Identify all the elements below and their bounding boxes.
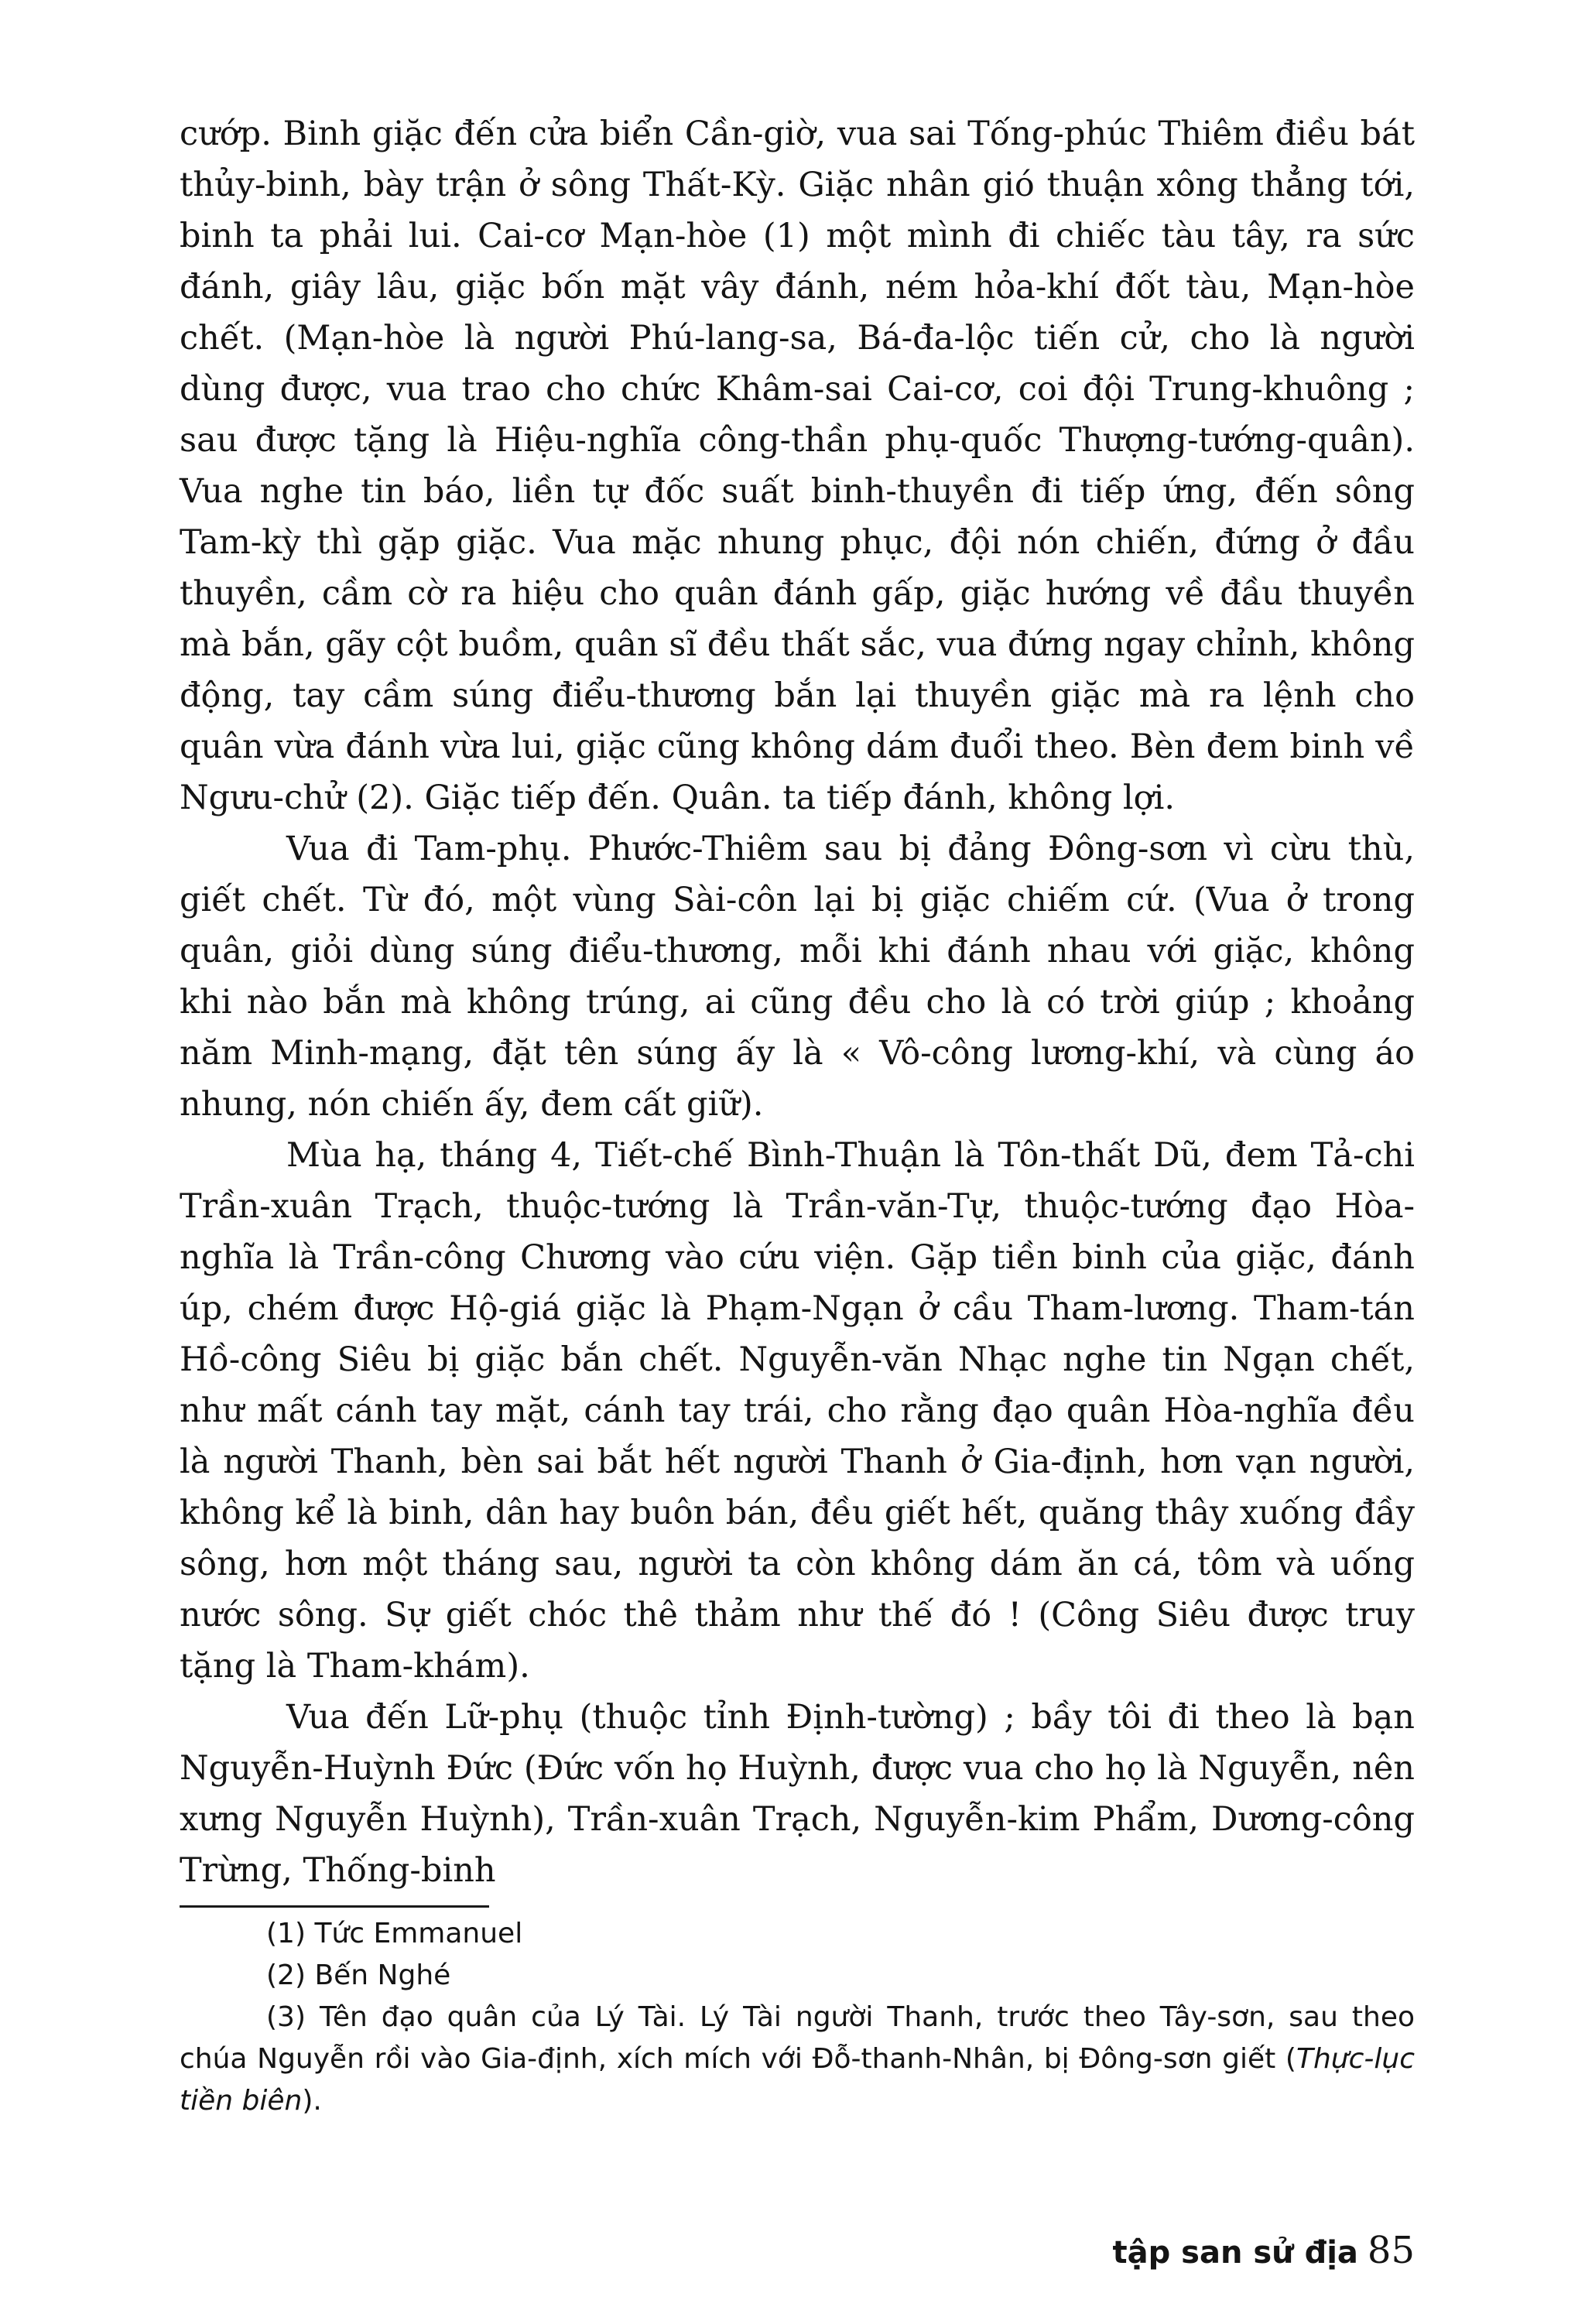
journal-name: tập san sử địa	[1112, 2235, 1358, 2271]
footnote-3	[180, 1997, 1415, 2122]
footnotes	[180, 1913, 1415, 2122]
page-footer	[1113, 2229, 1416, 2274]
footnote-1: (1) Tức Emmanuel	[266, 1918, 523, 1949]
paragraph-1: cướp. Binh giặc đến cửa biển Cần-giờ, vua sai Tống-phúc Thiêm điều bát thủy-binh, bày trận ở sông Thất-Kỳ. Giặc nhân gió thuận xông thẳng tới, binh ta phải lui. Cai-cơ Mạn-hòe (1) một mình đi chiếc tàu tây, ra sức đánh, giây lâu, giặc bốn mặt vây đánh, ném hỏa-khí đốt tàu, Mạn-hòe chết. (Mạn-hòe là người Phú-lang-sa, Bá-đa-lộc tiến cử, cho là người dùng được, vua trao cho chức Khâm-sai Cai-cơ, coi đội Trung-khuông ; sau được tặng là Hiệu-nghĩa công-thần phụ-quốc Thượng-tướng-quân). Vua nghe tin báo, liền tự đốc suất binh-thuyền đi tiếp ứng, đến sông Tam-kỳ thì gặp giặc. Vua mặc nhung phục, đội nón chiến, đứng ở đầu thuyền, cầm cờ ra hiệu cho quân đánh gấp, giặc hướng về đầu thuyền mà bắn, gãy cột buồm, quân sĩ đều thất sắc, vua đứng ngay chỉnh, không động, tay cầm súng điểu-thương bắn lại thuyền giặc mà ra lệnh cho quân vừa đánh vừa lui, giặc cũng không dám đuổi theo. Bèn đem binh về Ngưu-chử (2). Giặc tiếp đến. Quân. ta tiếp đánh, không lợi.	[180, 115, 1415, 817]
paragraph-3: Mùa hạ, tháng 4, Tiết-chế Bình-Thuận là Tôn-thất Dũ, đem Tả-chi Trần-xuân Trạch, thuộc-tướng là Trần-văn-Tự, thuộc-tướng đạo Hòa-nghĩa là Trần-công Chương vào cứu viện. Gặp tiền binh của giặc, đánh úp, chém được Hộ-giá giặc là Phạm-Ngạn ở cầu Tham-lương. Tham-tán Hồ-công Siêu bị giặc bắn chết. Nguyễn-văn Nhạc nghe tin Ngạn chết, như mất cánh tay mặt, cánh tay trái, cho rằng đạo quân Hòa-nghĩa đều là người Thanh, bèn sai bắt hết người Thanh ở Gia-định, hơn vạn người, không kể là binh, dân hay buôn bán, đều giết hết, quăng thây xuống đầy sông, hơn một tháng sau, người ta còn không dám ăn cá, tôm và uống nước sông. Sự giết chóc thê thảm như thế đó ! (Công Siêu được truy tặng là Tham-khám).	[180, 1136, 1415, 1686]
paragraph-2: Vua đi Tam-phụ. Phước-Thiêm sau bị đảng Đông-sơn vì cừu thù, giết chết. Từ đó, một vùng Sài-côn lại bị giặc chiếm cứ. (Vua ở trong quân, giỏi dùng súng điểu-thương, mỗi khi đánh nhau với giặc, không khi nào bắn mà không trúng, ai cũng đều cho là có trời giúp ; khoảng năm Minh-mạng, đặt tên súng ấy là « Vô-công lương-khí, và cùng áo nhung, nón chiến ấy, đem cất giữ).	[180, 830, 1415, 1124]
page-number: 85	[1367, 2229, 1415, 2272]
footnote-separator	[180, 1905, 489, 1908]
footnote-3-end: ).	[302, 2085, 322, 2117]
footnote-3-text: (3) Tên đạo quân của Lý Tài. Lý Tài người Thanh, trước theo Tây-sơn, sau theo chúa Nguyễn rồi vào Gia-định, xích mích với Đỗ-thanh-Nhân, bị Đông-sơn giết (	[180, 2001, 1415, 2075]
footnote-2: (2) Bến Nghé	[266, 1959, 451, 1991]
footnote-3-source: Thực-lục tiền biên	[180, 2043, 1415, 2117]
main-text	[180, 108, 1415, 1896]
paragraph-4: Vua đến Lữ-phụ (thuộc tỉnh Định-tường) ; bầy tôi đi theo là bạn Nguyễn-Huỳnh Đức (Đức vốn họ Huỳnh, được vua cho họ là Nguyễn, nên xưng Nguyễn Huỳnh), Trần-xuân Trạch, Nguyễn-kim Phẩm, Dương-công Trừng, Thống-binh	[180, 1698, 1415, 1890]
